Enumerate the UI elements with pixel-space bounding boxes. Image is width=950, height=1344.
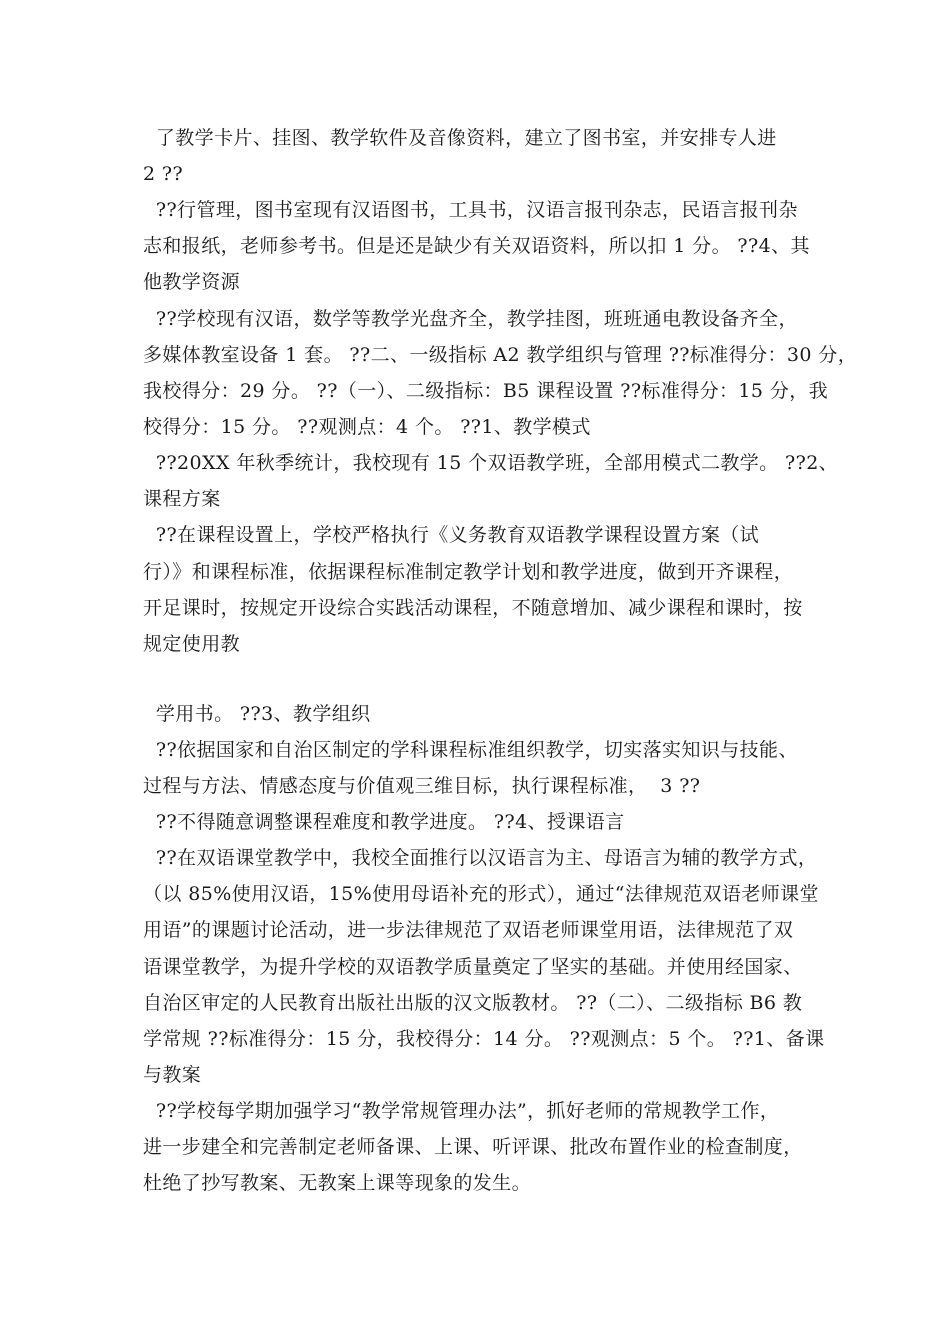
text-line: 与教案: [143, 1064, 202, 1086]
text-line: 校得分：15 分。 ??观测点：4 个。 ??1、教学模式: [143, 416, 591, 438]
text-line: 规定使用教: [143, 633, 241, 655]
text-line: 了教学卡片、挂图、教学软件及音像资料，建立了图书室，并安排专人进: [143, 127, 777, 149]
text-line: 他教学资源: [143, 271, 241, 293]
text-line: 过程与方法、情感态度与价值观三维目标，执行课程标准， 3 ??: [143, 775, 701, 797]
text-line: ??依据国家和自治区制定的学科课程标准组织教学，切实落实知识与技能、: [143, 739, 798, 761]
text-line: 杜绝了抄写教案、无教案上课等现象的发生。: [143, 1172, 532, 1194]
text-line: ??在双语课堂教学中，我校全面推行以汉语言为主、母语言为辅的教学方式，: [143, 847, 818, 869]
text-line: 用语”的课题讨论活动，进一步法律规范了双语老师课堂用语，法律规范了双: [143, 919, 794, 941]
text-line: 自治区审定的人民教育出版社出版的汉文版教材。 ??（二）、二级指标 B6 教: [143, 992, 803, 1014]
text-line: （以 85%使用汉语，15%使用母语补充的形式），通过“法律规范双语老师课堂: [143, 883, 819, 905]
text-line: ??在课程设置上，学校严格执行《义务教育双语教学课程设置方案（试: [143, 524, 760, 546]
text-line: 课程方案: [143, 488, 221, 510]
text-line: 多媒体教室设备 1 套。 ??二、一级指标 A2 教学组织与管理 ??标准得分：30 分，: [143, 344, 858, 366]
text-line: 我校得分：29 分。 ??（一）、二级指标：B5 课程设置 ??标准得分：15 分，我: [143, 380, 829, 402]
text-line: ??20XX 年秋季统计，我校现有 15 个双语教学班，全部用模式二教学。 ??2、: [143, 452, 839, 474]
text-line: 行）》和课程标准，依据课程标准制定教学计划和教学进度，做到开齐课程，: [143, 561, 794, 583]
text-line: 志和报纸，老师参考书。但是还是缺少有关双语资料，所以扣 1 分。 ??4、其: [143, 235, 810, 257]
text-line: 2 ??: [143, 163, 184, 185]
text-line: 语课堂教学，为提升学校的双语教学质量奠定了坚实的基础。并使用经国家、: [143, 956, 803, 978]
text-line: 学用书。 ??3、教学组织: [143, 703, 371, 725]
text-line: 进一步建全和完善制定老师备课、上课、听评课、批改布置作业的检查制度，: [143, 1136, 803, 1158]
text-line: 开足课时，按规定开设综合实践活动课程，不随意增加、减少课程和课时，按: [143, 597, 803, 619]
text-line: ??行管理，图书室现有汉语图书，工具书，汉语言报刊杂志，民语言报刊杂: [143, 199, 798, 221]
text-line: 学常规 ??标准得分：15 分，我校得分：14 分。 ??观测点：5 个。 ??1、备课: [143, 1028, 825, 1050]
text-line: ??不得随意调整课程难度和教学进度。 ??4、授课语言: [143, 811, 625, 833]
text-line: ??学校每学期加强学习“教学常规管理办法”，抓好老师的常规教学工作，: [143, 1100, 780, 1122]
text-line: ??学校现有汉语，数学等教学光盘齐全，教学挂图，班班通电教设备齐全，: [143, 308, 798, 330]
